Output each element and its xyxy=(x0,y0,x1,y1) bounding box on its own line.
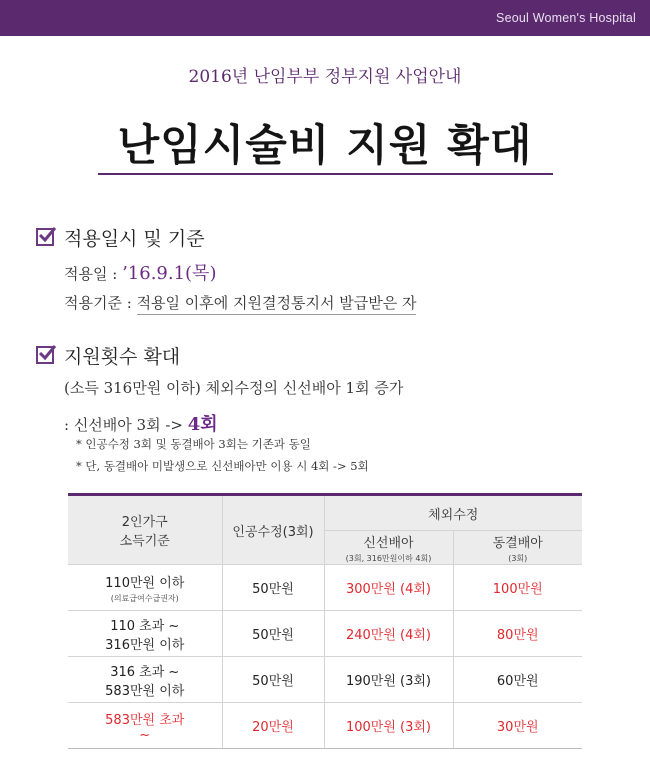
header-ivf: 체외수정 xyxy=(324,495,582,531)
income-cell xyxy=(68,611,222,657)
note-text: 단, 동결배아 미발생으로 신선배아만 이용 시 4회 -> 5회 xyxy=(85,459,369,473)
support-fee-table xyxy=(68,493,582,749)
count-increase-line: (소득 316만원 이하) 체외수정의 신선배아 1회 증가 xyxy=(64,379,404,397)
top-banner xyxy=(0,0,650,36)
header-fresh-sub: (3회, 316만원이하 4회) xyxy=(345,553,432,563)
income-line1: 110 초과 ~ xyxy=(110,618,180,634)
table-row xyxy=(68,657,582,703)
frozen-cell: 80만원 xyxy=(453,611,582,657)
income-line1: 316 초과 ~ xyxy=(110,664,180,680)
apply-criteria-value: 적용일 이후에 지원결정통지서 발급받은 자 xyxy=(137,294,417,315)
section-heading-count: 지원횟수 확대 xyxy=(64,346,181,368)
note-asterisk: * xyxy=(76,437,82,451)
income-cell xyxy=(68,703,222,749)
fresh-cell: 100만원 (3회) xyxy=(324,703,453,749)
fresh-embryo-prefix: : 신선배아 3회 -> xyxy=(64,416,188,434)
note-asterisk: * xyxy=(76,459,82,473)
page-subtitle: 2016년 난임부부 정부지원 사업안내 xyxy=(188,67,462,87)
fresh-embryo-line xyxy=(64,410,218,436)
note-item xyxy=(76,436,311,452)
artificial-cell: 50만원 xyxy=(222,565,324,611)
apply-date-value: ’16.9.1(목) xyxy=(122,263,217,284)
apply-criteria-label: 적용기준 : xyxy=(64,294,137,312)
header-fresh-embryo xyxy=(324,531,453,565)
note-text: 인공수정 3회 및 동결배아 3회는 기존과 동일 xyxy=(85,437,311,451)
income-line1: 583만원 초과 xyxy=(105,712,185,728)
header-income-line1: 2인가구 xyxy=(121,515,168,530)
income-line2: ~ xyxy=(139,727,151,743)
hospital-brand: Seoul Women's Hospital xyxy=(496,11,636,25)
checkbox-icon xyxy=(36,228,54,246)
apply-date-line xyxy=(64,259,216,285)
page-title: 난임시술비 지원 확대 xyxy=(117,121,533,171)
header-fresh-label: 신선배아 xyxy=(363,535,414,551)
fresh-cell: 240만원 (4회) xyxy=(324,611,453,657)
note-item xyxy=(76,458,369,474)
frozen-cell: 60만원 xyxy=(453,657,582,703)
frozen-cell: 100만원 xyxy=(453,565,582,611)
checkbox-icon xyxy=(36,346,54,364)
header-artificial: 인공수정(3회) xyxy=(222,495,324,565)
table-row xyxy=(68,565,582,611)
income-line2: (의료급여수급권자) xyxy=(110,593,179,603)
income-line2: 316만원 이하 xyxy=(105,637,185,653)
title-divider xyxy=(98,173,553,175)
artificial-cell: 50만원 xyxy=(222,611,324,657)
apply-criteria-line xyxy=(64,292,416,313)
header-income-line2: 소득기준 xyxy=(119,534,170,549)
header-frozen-embryo xyxy=(453,531,582,565)
header-frozen-label: 동결배아 xyxy=(492,535,543,551)
apply-date-label: 적용일 : xyxy=(64,265,123,283)
header-frozen-sub: (3회) xyxy=(508,553,528,563)
income-cell xyxy=(68,565,222,611)
income-line2: 583만원 이하 xyxy=(105,683,185,699)
artificial-cell: 50만원 xyxy=(222,657,324,703)
artificial-cell: 20만원 xyxy=(222,703,324,749)
table-row xyxy=(68,611,582,657)
table-row xyxy=(68,703,582,749)
income-cell xyxy=(68,657,222,703)
frozen-cell: 30만원 xyxy=(453,703,582,749)
fresh-embryo-value: 4회 xyxy=(187,414,218,435)
header-income xyxy=(68,495,222,565)
fresh-cell: 300만원 (4회) xyxy=(324,565,453,611)
section-heading-apply: 적용일시 및 기준 xyxy=(64,228,205,250)
income-line1: 110만원 이하 xyxy=(105,575,185,591)
fresh-cell: 190만원 (3회) xyxy=(324,657,453,703)
